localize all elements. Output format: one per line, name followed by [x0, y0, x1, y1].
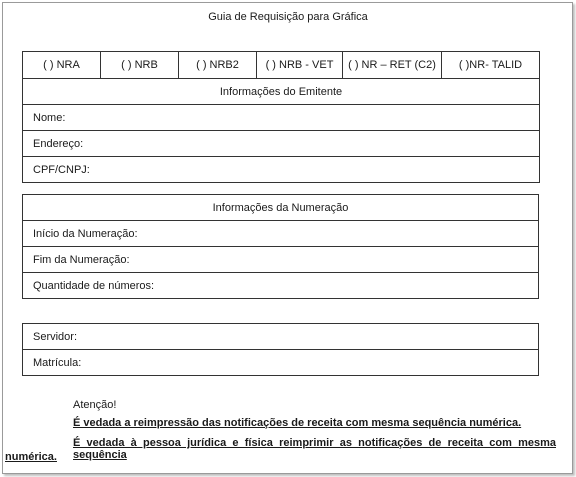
- option-nr-ret-c2: ( ) NR – RET (C2): [343, 52, 442, 79]
- option-nrb2: ( ) NRB2: [179, 52, 257, 79]
- issuer-heading: Informações do Emitente: [23, 79, 540, 105]
- issuer-table: [22, 51, 540, 183]
- cpf-cnpj-field: CPF/CNPJ:: [23, 157, 540, 183]
- name-field: Nome:: [23, 105, 540, 131]
- option-nr-talid: ( )NR- TALID: [442, 52, 540, 79]
- option-nra: ( ) NRA: [23, 52, 101, 79]
- warning-reprint-entities-line2: numérica.: [5, 451, 57, 463]
- options-row: [23, 52, 540, 79]
- address-field: Endereço:: [23, 131, 540, 157]
- attention-label: Atenção!: [73, 399, 117, 411]
- server-field: Servidor:: [23, 324, 539, 350]
- numbering-quantity-field: Quantidade de números:: [23, 273, 539, 299]
- warning-reprint: É vedada a reimpressão das notificações de receita com mesma sequência numérica.: [73, 417, 522, 429]
- registration-field: Matrícula:: [23, 350, 539, 376]
- form-title: Guia de Requisição para Gráfica: [208, 11, 368, 23]
- numbering-start-field: Início da Numeração:: [23, 221, 539, 247]
- warning-reprint-entities-line1: É vedada à pessoa jurídica e física reimprimir as notificações de receita com mesma sequência: [73, 437, 556, 461]
- numbering-table: [22, 194, 539, 299]
- numbering-end-field: Fim da Numeração:: [23, 247, 539, 273]
- option-nrb-vet: ( ) NRB - VET: [257, 52, 343, 79]
- option-nrb: ( ) NRB: [101, 52, 179, 79]
- numbering-heading: Informações da Numeração: [23, 195, 539, 221]
- server-table: [22, 323, 539, 376]
